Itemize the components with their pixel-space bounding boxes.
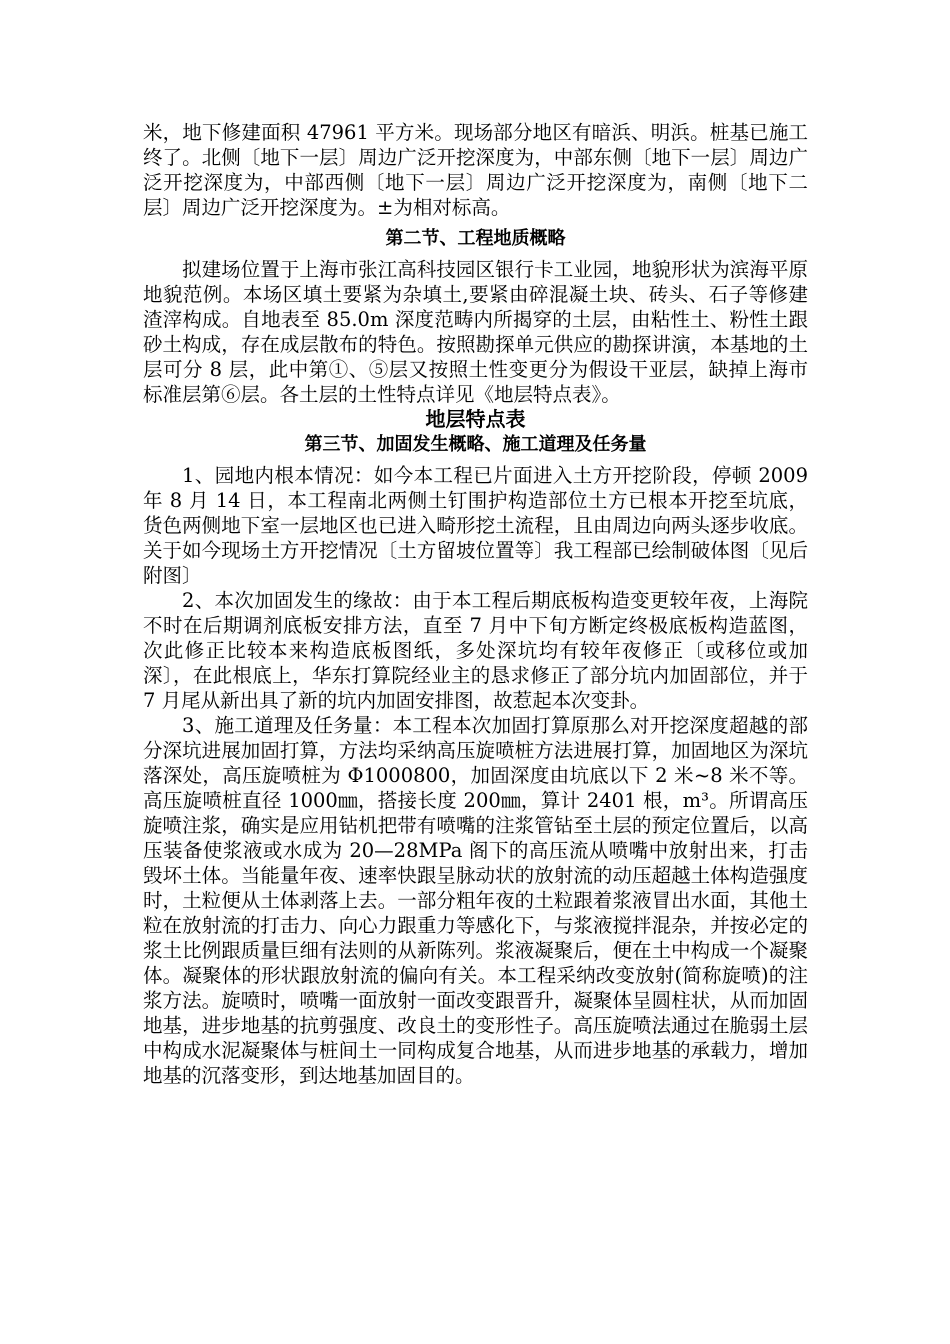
reinforcement-reason-paragraph: 2、本次加固发生的缘故：由于本工程后期底板构造变更较年夜，上海院不时在后期调剂底板安排方法，直至 7 月中下旬方断定终极底板构造蓝图，次此修正比较本来构造底板图纸，多处深坑均有较年夜修正〔或移位或加深〕，在此根底上，华东打算院经业主的恳求修正了部分坑内加固部位，并于 7 月尾从新出具了新的坑内加固安排图，故惹起本次变卦。 xyxy=(143,589,808,712)
section-2-title: 第二节、工程地质概略 xyxy=(385,228,566,249)
construction-principle-paragraph: 3、施工道理及任务量：本工程本次加固打算原那么对开挖深度超越的部分深坑进展加固打算，方法均采纳高压旋喷桩方法进展打算，加固地区为深坑落深处，高压旋喷桩为 Φ1000800，加固深度由坑底以下 2 米~8 米不等。高压旋喷桩直径 1000㎜，搭接长度 200㎜，算计 2401 根，m³。所谓高压旋喷注浆，确实是应用钻机把带有喷嘴的注浆管钻至土层的预定位置后，以高压装备使浆液或水成为 20—28MPa 阁下的高压流从喷嘴中放射出来，打击毁坏土体。当能量年夜、速率快跟呈脉动状的放射流的动压超越土体构造强度时，土粒便从土体剥落上去。一部分粗年夜的土粒跟着浆液冒出水面，其他土粒在放射流的打击力、向心力跟重力等感化下，与浆液搅拌混杂，并按必定的浆土比例跟质量巨细有法则的从新陈列。浆液凝聚后，便在土中构成一个凝聚体。凝聚体的形状跟放射流的偏向有关。本工程采纳改变放射(简称旋喷)的注浆方法。旋喷时，喷嘴一面放射一面改变跟晋升，凝聚体呈圆柱状，从而加固地基，进步地基的抗剪强度、改良土的变形性子。高压旋喷法通过在脆弱土层中构成水泥凝聚体与桩间土一同构成复合地基，从而进步地基的承载力，增加地基的沉落变形，到达地基加固目的。 xyxy=(143,714,808,1087)
geology-paragraph: 拟建场位置于上海市张江高科技园区银行卡工业园，地貌形状为滨海平原地貌范例。本场区填土要紧为杂填土,要紧由碎混凝土块、砖头、石子等修建渣滓构成。自地表至 85.0m 深度范畴内所揭穿的土层，由粘性土、粉性土跟砂土构成，存在成层散布的特色。按照勘探单元供应的勘探讲演，本基地的土层可分 8 层，此中第①、⑤层又按照土性变更分为假设干亚层，缺掉上海市标准层第⑥层。各土层的土性特点详见《地层特点表》。 xyxy=(143,258,808,406)
intro-paragraph: 米，地下修建面积 47961 平方米。现场部分地区有暗浜、明浜。桩基已施工终了。北侧〔地下一层〕周边广泛开挖深度为，中部东侧〔地下一层〕周边广泛开挖深度为，中部西侧〔地下一层〕周边广泛开挖深度为，南侧〔地下二层〕周边广泛开挖深度为。±为相对标高。 xyxy=(143,121,808,219)
site-condition-paragraph: 1、园地内根本情况：如今本工程已片面进入土方开挖阶段，停顿 2009 年 8 月 14 日，本工程南北两侧土钉围护构造部位土方已根本开挖至坑底，货色两侧地下室一层地区也已进入畸形挖土流程，且由周边向两头逐步收底。关于如今现场土方开挖情况〔土方留坡位置等〕我工程部已绘制破体图〔见后附图〕 xyxy=(143,464,808,587)
section-3-title: 第三节、加固发生概略、施工道理及任务量 xyxy=(304,434,647,455)
document-page xyxy=(143,120,808,1088)
table-title: 地层特点表 xyxy=(425,407,526,431)
